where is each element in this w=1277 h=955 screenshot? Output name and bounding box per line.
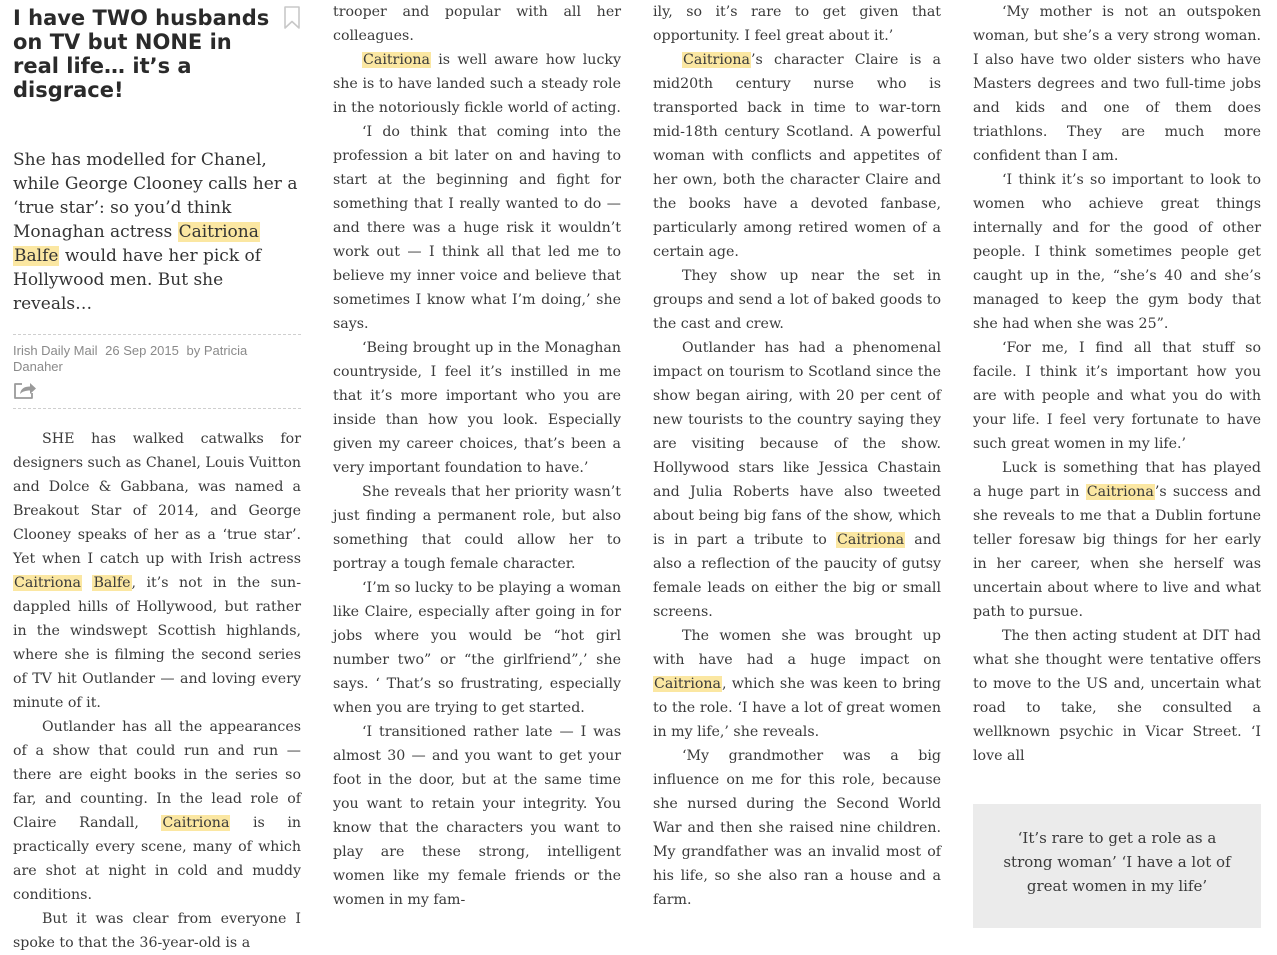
highlight-caitriona: Caitriona bbox=[683, 52, 751, 68]
bookmark-icon[interactable] bbox=[283, 6, 301, 30]
text-run: , it’s not in the sun-dappled hills of Hollywood, but rather in the windswept Scottish highlands, where she is filming the second series of TV hit Outlander — and loving every minute of it. bbox=[13, 575, 301, 711]
article-column-3 bbox=[653, 0, 941, 908]
paragraph: ‘I transitioned rather late — I was almost 30 — and you want to get your foot in the door, but at the same time you want to retain your integrity. You know that the characters you want to play are these strong, intelligent women like my female friends or the women in my fam- bbox=[333, 724, 621, 908]
article-body bbox=[13, 427, 301, 955]
paragraph: They show up near the set in groups and send a lot of baked goods to the cast and crew. bbox=[653, 268, 941, 332]
paragraph: trooper and popular with all her colleagues. bbox=[333, 4, 621, 44]
paragraph: The then acting student at DIT had what she thought were tentative offers to move to the US and, uncertain what road to take, she consulted a wellknown psychic in Vicar Street. ‘I love all bbox=[973, 628, 1261, 764]
paragraph: ‘For me, I find all that stuff so facile. I think it’s important how you are with people and what you do with your life. I feel very fortunate to have such great women in my life.’ bbox=[973, 340, 1261, 452]
meta-byline: by Patricia Danaher bbox=[13, 343, 248, 374]
paragraph bbox=[973, 456, 1261, 624]
meta-source: Irish Daily Mail bbox=[13, 343, 98, 358]
text-run: Outlander has had a phenomenal impact on tourism to Scotland since the show began airing, with 20 per cent of new tourists to the country saying they are visiting because of the show. Hollywood stars like Jessica Chastain and Julia Roberts have also tweeted about being big fans of the show, which is in part a tribute to bbox=[653, 340, 941, 548]
paragraph: ‘I think it’s so important to look to women who achieve great things internally and for the good of other people. I think sometimes people get caught up in the, “she’s 40 and she’s managed to keep the gym body that she had when she was 25”. bbox=[973, 172, 1261, 332]
paragraph bbox=[653, 336, 941, 624]
paragraph bbox=[13, 715, 301, 907]
standfirst-text: would have her pick of Hollywood men. But she reveals… bbox=[13, 246, 262, 314]
text-run: Luck is something that has played a huge part in bbox=[973, 460, 1261, 500]
article-body bbox=[333, 0, 621, 912]
article-standfirst bbox=[13, 148, 301, 316]
paragraph bbox=[653, 48, 941, 264]
paragraph: ily, so it’s rare to get given that opportunity. I feel great about it.’ bbox=[653, 4, 941, 44]
text-run: , which she was keen to bring to the role. ‘I have a lot of great women in my life,’ she reveals. bbox=[653, 676, 941, 740]
highlight-balfe: Balfe bbox=[14, 246, 59, 266]
paragraph: ‘I’m so lucky to be playing a woman like Claire, especially after going in for jobs where you would be “hot girl number two” or “the girlfriend”,’ she says. ‘ That’s so frustrating, especially when you are trying to get started. bbox=[333, 580, 621, 716]
headline-text: I have TWO husbands on TV but NONE in real life… it’s a disgrace! bbox=[13, 6, 270, 102]
paragraph: ‘My mother is not an outspoken woman, but she’s a very strong woman. I also have two older sisters who have Masters degrees and two full-time jobs and kids and one of them does triathlons. They are much more confident than I am. bbox=[973, 4, 1261, 164]
text-run: ’s character Claire is a mid20th century nurse who is transported back in time to war-torn mid-18th century Scotland. A powerful woman with conflicts and appetites of her own, both the character Claire and the books have a devoted fanbase, particularly among retired women of a certain age. bbox=[653, 52, 941, 260]
paragraph bbox=[13, 427, 301, 715]
paragraph bbox=[653, 624, 941, 744]
paragraph: ‘My grandmother was a big influence on me for this role, because she nursed during the Second World War and then she raised nine children. My grandfather was an invalid most of his life, so she also ran a house and a farm. bbox=[653, 748, 941, 908]
highlight-caitriona: Caitriona bbox=[837, 532, 905, 548]
text-run: is well aware how lucky she is to have landed such a steady role in the notoriously fickle world of acting. bbox=[333, 52, 621, 116]
article-body bbox=[973, 0, 1261, 768]
text-run: and also a reflection of the paucity of gutsy female leads on either the big or small screens. bbox=[653, 532, 941, 620]
highlight-caitriona: Caitriona bbox=[14, 575, 82, 591]
article-body bbox=[653, 0, 941, 912]
article-column-1 bbox=[13, 0, 301, 951]
meta-date: 26 Sep 2015 bbox=[105, 343, 179, 358]
highlight-caitriona: Caitriona bbox=[1086, 484, 1154, 500]
divider bbox=[13, 408, 301, 409]
share-icon[interactable] bbox=[13, 380, 37, 400]
highlight-caitriona: Caitriona bbox=[178, 222, 259, 242]
paragraph bbox=[333, 48, 621, 120]
text-run: Outlander has all the appearances of a show that could run and run — there are eight books in the series so far, and counting. In the lead role of Claire Randall, bbox=[13, 719, 301, 831]
highlight-caitriona: Caitriona bbox=[654, 676, 722, 692]
paragraph: ‘Being brought up in the Monaghan countryside, I feel it’s instilled in me that it’s more important who you are inside than how you look. Especially given my career choices, that’s been a very important foundation to have.’ bbox=[333, 340, 621, 476]
article-meta bbox=[13, 343, 301, 375]
article-headline bbox=[13, 6, 301, 102]
divider bbox=[13, 334, 301, 335]
text-run bbox=[82, 575, 92, 591]
paragraph: She reveals that her priority wasn’t just finding a permanent role, but also something that could allow her to portray a tough female character. bbox=[333, 484, 621, 572]
paragraph: But it was clear from everyone I spoke to that the 36-year-old is a bbox=[13, 911, 301, 951]
highlight-caitriona: Caitriona bbox=[162, 815, 230, 831]
text-run: is in practically every scene, many of which are shot at night in cold and muddy conditions. bbox=[13, 815, 301, 903]
highlight-balfe: Balfe bbox=[93, 575, 131, 591]
text-run: SHE has walked catwalks for designers such as Chanel, Louis Vuitton and Dolce & Gabbana, was named a Breakout Star of 2014, and George Clooney speaks of her as a ‘true star’. Yet when I catch up with Irish actress bbox=[13, 431, 301, 567]
text-run: The women she was brought up with have had a huge impact on bbox=[653, 628, 941, 668]
highlight-caitriona: Caitriona bbox=[363, 52, 431, 68]
article-column-2 bbox=[333, 0, 621, 908]
article-column-4 bbox=[973, 0, 1261, 893]
standfirst-text: She has modelled for Chanel, while George Clooney calls her a ‘true star’: so you’d think Monaghan actress bbox=[13, 150, 298, 242]
pull-quote: ‘It’s rare to get a role as a strong woman’ ‘I have a lot of great women in my life’ bbox=[973, 804, 1261, 928]
text-run: ’s success and she reveals to me that a Dublin fortune teller foresaw big things for her early in her career, when she herself was uncertain about where to live and what path to pursue. bbox=[973, 484, 1261, 620]
paragraph: ‘I do think that coming into the profession a bit later on and having to start at the beginning and fight for something that I really wanted to do — and there was a huge risk it wouldn’t work out — I think all that led me to believe my inner voice and believe that sometimes I know what I’m doing,’ she says. bbox=[333, 124, 621, 332]
